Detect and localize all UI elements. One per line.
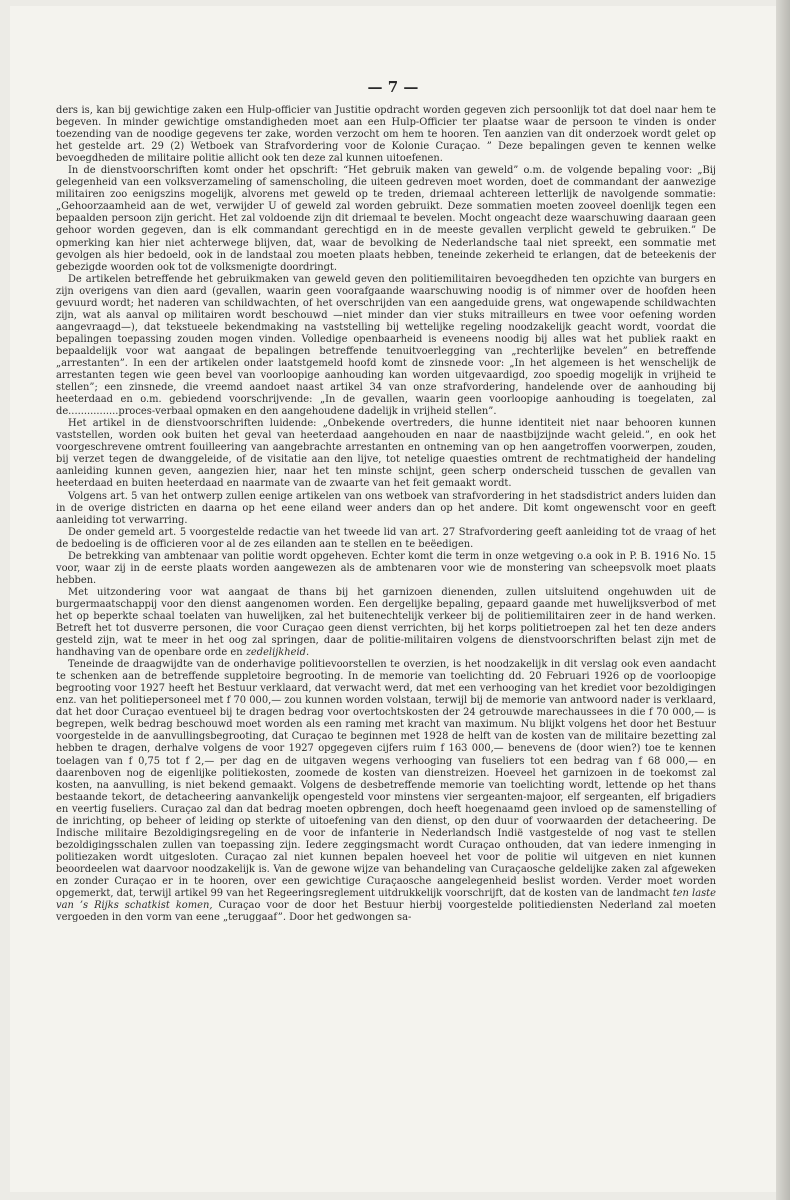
paragraph: Volgens art. 5 van het ontwerp zullen eenige artikelen van ons wetboek van strafvordering in het stadsdistrict anders luiden dan in de overige districten en daarna op het eene eiland weer anders dan op het andere. Dit komt ongewenscht voor en geeft aanleiding tot verwarring.	[56, 490, 716, 526]
paragraph	[56, 659, 716, 924]
page-number: — 7 —	[367, 78, 419, 96]
binding-edge	[776, 0, 790, 1200]
italic-phrase: zedelijkheid.	[245, 647, 310, 659]
body-text	[56, 105, 716, 924]
paragraph	[56, 587, 716, 659]
document-page	[10, 6, 776, 1192]
paragraph: ders is, kan bij gewichtige zaken een Hulp-officier van Justitie opdracht worden gegeven zich persoonlijk tot dat doel naar hem te begeven. In minder gewichtige omstandigheden moet aan een Hulp-Officier ter plaatse waar de persoon te vinden is onder toezending van de noodige gegevens ter zake, worden verzocht om hem te hooren. Ten aanzien van dit onderzoek wordt gelet op het gestelde art. 29 (2) Wetboek van Strafvordering voor de Kolonie Curaçao. ” Deze bepalingen geven te kennen welke bevoegdheden de militaire politie allicht ook ten deze zal kunnen uitoefenen.	[56, 105, 716, 165]
paragraph: In de dienstvoorschriften komt onder het opschrift: “Het gebruik maken van geweld” o.m. de volgende bepaling voor: „Bij gelegenheid van een volksverzameling of samenscholing, die uiteen gedreven moet worden, doet de commandant der aanwezige militairen zoo eenigszins mogelijk, alvorens met geweld op te treden, driemaal achtereen letterlijk de navolgende sommatie: „Gehoorzaamheid aan de wet, verwijder U of geweld zal worden gebruikt. Deze sommatien moeten zooveel doenlijk tegen een bepaalden persoon zijn gericht. Het zal voldoende zijn dit driemaal te bevelen. Mocht ongeacht deze waarschuwing daaraan geen gehoor worden gegeven, dan is elk commandant gerechtigd en in de meeste gevallen verplicht geweld te gebruiken.” De opmerking kan hier niet achterwege blijven, dat, waar de bevolking de Nederlandsche taal niet spreekt, een sommatie met gevolgen als hier bedoeld, ook in de landstaal zou moeten plaats hebben, teneinde zekerheid te erlangen, dat de beteekenis der gebezigde woorden ook tot de volksmenigte doordringt.	[56, 165, 716, 273]
paragraph: De onder gemeld art. 5 voorgestelde redactie van het tweede lid van art. 27 Strafvordering geeft aanleiding tot de vraag of het de bedoeling is de officieren voor al de zes eilanden aan te stellen en te beëedigen.	[56, 526, 716, 550]
paragraph: De betrekking van ambtenaar van politie wordt opgeheven. Echter komt die term in onze wetgeving o.a ook in P. B. 1916 No. 15 voor, waar zij in de eerste plaats worden aangewezen als de ambtenaren voor wie de monstering van scheepsvolk moet plaats hebben.	[56, 550, 716, 586]
paragraph: De artikelen betreffende het gebruikmaken van geweld geven den politiemilitairen bevoegdheden ten opzichte van burgers en zijn overigens van dien aard (gevallen, waarin geen voorafgaande waarschuwing noodig is of nimmer over de hoofden heen gevuurd wordt; het naderen van schildwachten, of het overschrijden van een aangeduide grens, wat ongewapende schildwachten zijn, wat als aanval op militairen wordt beschouwd —niet minder dan vier stuks mitrailleurs en twee voor oefening worden aangevraagd—), dat tekstueele bekendmaking na vaststelling bij wettelijke regeling noodzakelijk geacht wordt, voordat die bepalingen toepassing zouden mogen vinden. Volledige openbaarheid is eveneens noodig bij alles wat het publiek raakt en bepaaldelijk voor wat aangaat de bepalingen betreffende tenuitvoerlegging van „rechterlijke bevelen” en betreffende „arrestanten”. In een der artikelen onder laatstgemeld hoofd komt de zinsnede voor: „In het algemeen is het wenschelijk de arrestanten tegen wie geen bevel van voorloopige aanhouding kan worden uitgevaardigd, zoo spoedig mogelijk in vrijheid te stellen”; een zinsnede, die vreemd aandoet naast artikel 34 van onze strafvordering, handelende over de aanhouding bij heeterdaad en o.m. gebiedend voorschrijvende: „In de gevallen, waarin geen voorloopige aanhouding is toegelaten, zal de................proces-verbaal opmaken en den aangehoudene dadelijk in vrijheid stellen”.	[56, 273, 716, 418]
paragraph-text: Curaçao voor de door het Bestuur hierbij voorgestelde politiediensten Nederland zal moeten vergoeden in den vorm van eene „teruggaaf”. Door het gedwongen sa-	[56, 900, 716, 924]
paragraph: Het artikel in de dienstvoorschriften luidende: „Onbekende overtreders, die hunne identiteit niet naar behooren kunnen vaststellen, worden ook buiten het geval van heeterdaad aangehouden en naar de naastbijzijnde wacht geleid.”, en ook het voorgeschrevene omtrent fouilleering van aangebrachte arrestanten en ontneming van op hen aangetroffen voorwerpen, zouden, bij verzet tegen de dwanggeleide, of de visitatie aan den lijve, tot netelige quaesties omtrent de rechtmatigheid der handeling aanleiding kunnen geven, aangezien hier, naar het ten minste schijnt, geen scherp onderscheid tusschen de gevallen van heeterdaad en buiten heeterdaad en naarmate van de zwaarte van het feit gemaakt wordt.	[56, 418, 716, 490]
paragraph-text: Teneinde de draagwijdte van de onderhavige politievoorstellen te overzien, is het noodzakelijk in dit verslag ook even aandacht te schenken aan de betreffende suppletoire begrooting. In de memorie van toelichting dd. 20 Februari 1926 op de voorloopige begrooting voor 1927 heeft het Bestuur verklaard, dat verwacht werd, dat met een verhooging van het krediet voor bezoldigingen enz. van het politiepersoneel met f 70 000,— zou kunnen worden volstaan, terwijl bij de memorie van antwoord nader is verklaard, dat het door Curaçao eventueel bij te dragen bedrag voor overtochtskosten der 24 getrouwde marechaussees in die f 70 000,— is begrepen, welk bedrag beschouwd moet worden als een raming met kracht van maximum. Nu blijkt volgens het door het Bestuur voorgestelde in de aanvullingsbegrooting, dat Curaçao te beginnen met 1928 de helft van de kosten van de militaire bezetting zal hebben te dragen, derhalve volgens de voor 1927 opgegeven cijfers ruim f 163 000,— benevens de (door wien?) toe te kennen toelagen van f 0,75 tot f 2,— per dag en de uitgaven wegens verhooging van fuseliers tot een bedrag van f 68 000,— en daarenboven nog de eigenlijke politiekosten, zoomede de kosten van dienstreizen. Hoeveel het garnizoen in de toekomst zal kosten, na aanvulling, is niet bekend gemaakt. Volgens de desbetreffende memorie van toelichting wordt, lettende op het thans bestaande tekort, de detacheering aanvankelijk opengesteld voor minstens vier sergeanten-majoor, elf sergeanten, elf brigadiers en veertig fuseliers. Curaçao zal dan dat bedrag moeten opbrengen, doch heeft hoegenaamd geen invloed op de samenstelling of de inrichting, op beheer of leiding op sterkte of uitoefening van den dienst, op den duur of voorwaarden der detacheering. De Indische militaire Bezoldigingsregeling en de voor de infanterie in Nederlandsch Indië vastgestelde of nog vast te stellen bezoldigingsschalen zullen van toepassing zijn. Iedere zeggingsmacht wordt Curaçao onthouden, dat van iedere inmenging in politiezaken wordt uitgesloten. Curaçao zal niet kunnen bepalen hoeveel het voor de politie wil uitgeven en niet kunnen beoordeelen wat daarvoor noodzakelijk is. Van de gewone wijze van behandeling van Curaçaosche geldelijke zaken zal afgeweken en zonder Curaçao er in te hooren, over een gewichtige Curaçaosche aangelegenheid beslist worden. Verder moet worden opgemerkt, dat, terwijl artikel 99 van het Regeeringsreglement uitdrukkelijk voorschrijft, dat de kosten van de landmacht	[56, 659, 716, 900]
paragraph-text: Met uitzondering voor wat aangaat de thans bij het garnizoen dienenden, zullen uitsluitend ongehuwden uit de burgermaatschappij voor den dienst aangenomen worden. Een dergelijke bepaling, gepaard gaande met huwelijksverbod of met het op beperkte schaal toelaten van huwelijken, zal het buitenechtelijk verkeer bij de politiemilitairen zeer in de hand werken. Betreft het tot dusverre personen, die voor Curaçao geen dienst verrichten, bij het korps politietroepen zal het ten deze anders gesteld zijn, wat te meer in het oog zal springen, daar de politie-militairen volgens de dienstvoorschriften belast zijn met de handhaving van de openbare orde en	[56, 586, 716, 659]
italic-phrase: ten laste van ’s Rijks schatkist komen,	[56, 888, 716, 912]
